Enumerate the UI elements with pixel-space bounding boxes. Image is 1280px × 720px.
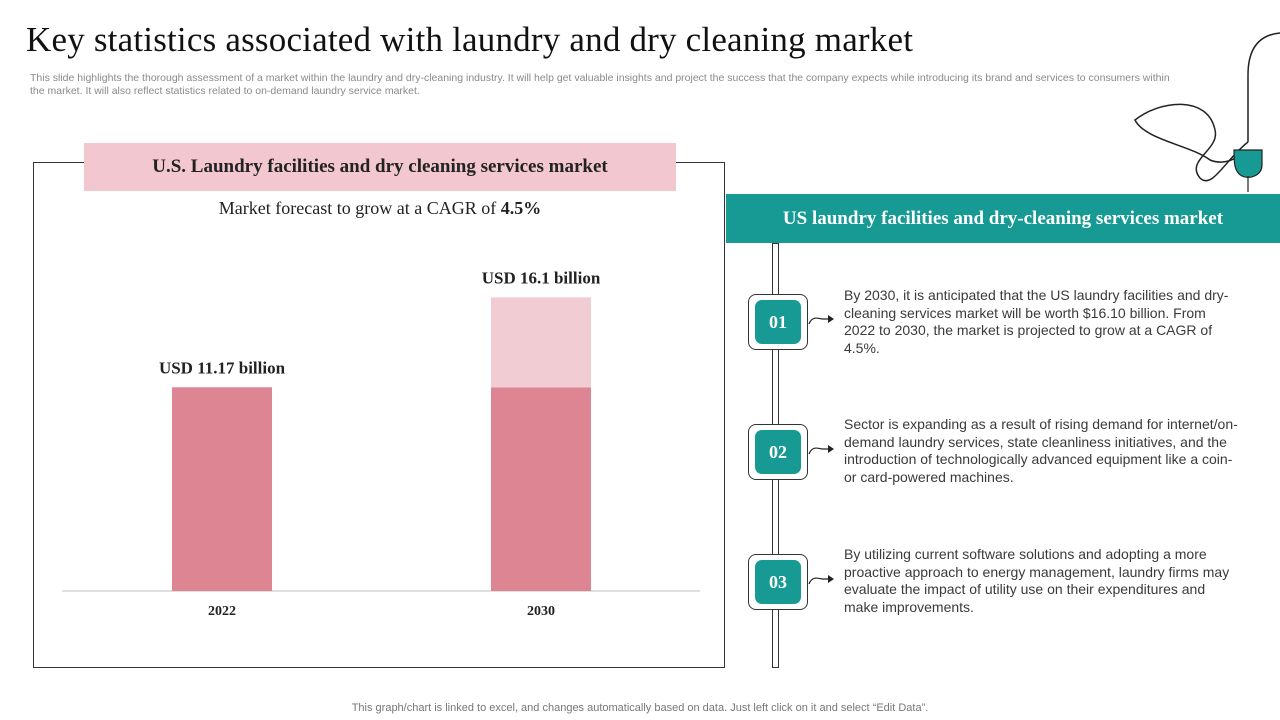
arrow-icon xyxy=(808,312,836,326)
forecast-prefix: Market forecast to grow at a CAGR of xyxy=(218,198,501,218)
x-tick-label-2030: 2030 xyxy=(527,604,555,619)
data-label-2022: USD 11.17 billion xyxy=(158,358,286,378)
slide-title: Key statistics associated with laundry and dry cleaning market xyxy=(26,20,914,59)
point-badge-03 xyxy=(748,554,808,610)
data-label-2030: USD 16.1 billion xyxy=(481,268,601,288)
decorative-lamp-icon xyxy=(1130,30,1280,200)
chart-header: U.S. Laundry facilities and dry cleaning services market xyxy=(84,143,676,191)
point-number: 03 xyxy=(755,560,801,604)
point-number: 02 xyxy=(755,430,801,474)
forecast-text xyxy=(34,198,726,219)
bar-base-2030 xyxy=(491,387,591,591)
point-number: 01 xyxy=(755,300,801,344)
slide-subtitle: This slide highlights the thorough assessment of a market within the laundry and dry-cleaning industry. It will help get valuable insights and project the success that the company expects while introducing its brand and services to consumers within the market. It will also reflect statistics related to on-demand laundry service market. xyxy=(30,72,1170,97)
bar-base-2022 xyxy=(172,387,272,591)
bar-chart[interactable] xyxy=(34,230,724,630)
bar-growth-2030 xyxy=(491,297,591,387)
footer-note: This graph/chart is linked to excel, and changes automatically based on data. Just left click on it and select “Edit Data”. xyxy=(351,702,929,714)
arrow-icon xyxy=(808,442,836,456)
point-text-01: By 2030, it is anticipated that the US laundry facilities and dry-cleaning services market will be worth $16.10 billion. From 2022 to 2030, the market is projected to grow at a CAGR of 4.5%. xyxy=(844,287,1229,356)
forecast-value: 4.5% xyxy=(500,198,542,218)
x-tick-label-2022: 2022 xyxy=(208,604,236,619)
right-panel-header: US laundry facilities and dry-cleaning services market xyxy=(726,194,1280,243)
point-badge-02 xyxy=(748,424,808,480)
point-text-03: By utilizing current software solutions and adopting a more proactive approach to energy management, laundry firms may evaluate the impact of utility use on their expenditures and make improvements. xyxy=(844,546,1230,615)
point-badge-01 xyxy=(748,294,808,350)
arrow-icon xyxy=(808,572,836,586)
point-text-02: Sector is expanding as a result of rising demand for internet/on-demand laundry services, state cleanliness initiatives, and the introduction of technologically advanced equipment like a coin- or card-powered machines. xyxy=(844,416,1238,485)
